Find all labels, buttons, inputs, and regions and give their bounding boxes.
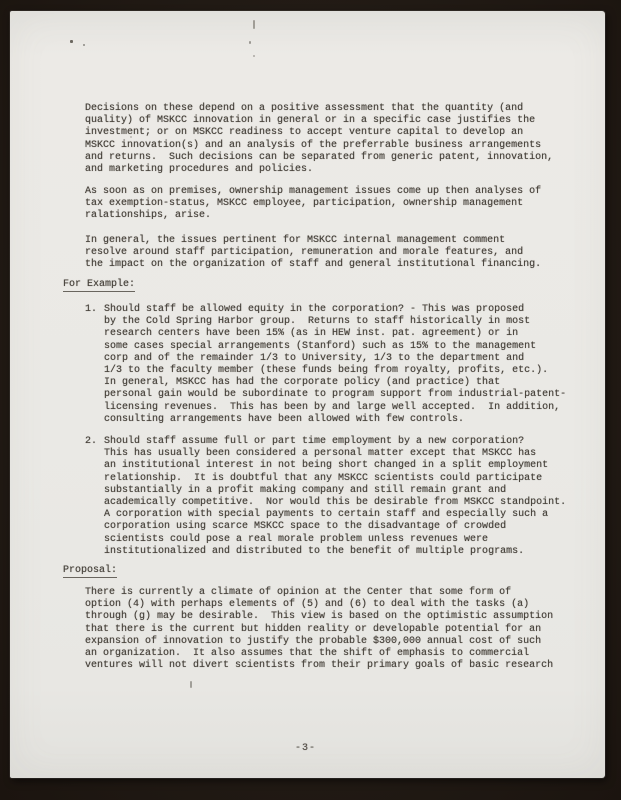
scan-speck [70, 40, 73, 43]
paragraph [85, 587, 553, 672]
text-line: corp and of the remainder 1/3 to University, 1/3 to the department and [104, 352, 525, 364]
text-line: Should staff be allowed equity in the corporation? - This was proposed [104, 304, 525, 315]
text-lines [104, 304, 566, 426]
text-line: resolve around staff participation, remuneration and morale features, and [85, 247, 524, 259]
scan-speck [249, 41, 251, 44]
numbered-item [85, 436, 566, 558]
text-line: the impact on the organization of staff and general institutional financing. [85, 259, 542, 271]
scan-speck [253, 20, 255, 29]
text-line: through (g) may be desirable. This view is based on the optimistic assumption [85, 611, 554, 623]
text-line: academically competitive. Nor would this be desirable from MSKCC standpoint. [104, 497, 567, 509]
text-line: relationship. It is doubtful that any MSKCC scientists could participate [104, 472, 543, 484]
heading-text: For Example: [63, 279, 136, 290]
scan-speck [190, 681, 192, 688]
item-number: 1. [85, 304, 98, 315]
text-line: by the Cold Spring Harbor group. Returns to staff historically in most [104, 316, 531, 328]
text-line: This has usually been considered a personal matter except that MSKCC has [104, 448, 537, 460]
document-page [10, 11, 605, 778]
text-line: ralationships, arise. [85, 210, 212, 222]
text-line: In general, the issues pertinent for MSKCC internal management comment [85, 235, 506, 246]
text-line: personal gain would be subordinate to program support from industrial-patent- [104, 389, 567, 401]
text-line: expansion of innovation to justify the probable $300,000 annual cost of such [85, 635, 542, 647]
paragraph [85, 103, 553, 176]
text-line: A corporation with special payments to certain staff and especially such a [104, 509, 549, 521]
text-line: some cases special arrangements (Stanford) such as 15% to the management [104, 340, 537, 352]
heading-text: Proposal: [63, 565, 118, 576]
text-line: and returns. Such decisions can be separated from generic patent, innovation, [85, 151, 554, 163]
text-line: option (4) with perhaps elements of (5) and (6) to deal with the tasks (a) [85, 599, 530, 611]
text-lines [85, 235, 541, 272]
text-line: an institutional interest in not being short changed in a split employment [104, 460, 549, 472]
text-line: quality) of MSKCC innovation in general or in a specific case justifies the [85, 115, 536, 127]
text-line: research centers have been 15% (as in HEW inst. pat. agreement) or in [104, 328, 519, 340]
section-heading [63, 565, 117, 577]
text-line: substantially in a profit making company and still remain grant and [104, 484, 507, 496]
text-lines [85, 587, 553, 672]
text-line: ventures will not divert scientists from their primary goals of basic research [85, 660, 554, 672]
text-line: tax exemption-status, MSKCC employee, participation, ownership management [85, 198, 524, 210]
text-line: MSKCC innovation(s) and an analysis of the preferrable business arrangements [85, 139, 542, 151]
text-line: Should staff assume full or part time employment by a new corporation? [104, 436, 525, 447]
text-lines [85, 186, 541, 223]
text-line: As soon as on premises, ownership management issues come up then analyses of [85, 186, 542, 197]
text-lines [85, 103, 553, 176]
section-heading [63, 279, 135, 291]
scan-speck [253, 55, 255, 57]
text-line: There is currently a climate of opinion at the Center that some form of [85, 587, 512, 598]
text-line: 1/3 to the faculty member (these funds being from royalty, profits, etc.). [104, 365, 549, 377]
text-line: institutionalized and distributed to the benefit of multiple programs. [104, 545, 525, 557]
text-line: scientists could pose a real morale problem unless revenues were [104, 533, 489, 545]
text-line: corporation using scarce MSKCC space to the disadvantage of crowded [104, 521, 507, 533]
text-lines [104, 436, 566, 558]
text-line: consulting arrangements have been allowed with few controls. [104, 413, 465, 425]
text-line: an organization. It also assumes that the shift of emphasis to commercial [85, 648, 530, 660]
paragraph [85, 235, 541, 272]
text-line: Decisions on these depend on a positive assessment that the quantity (and [85, 103, 524, 114]
text-line: that there is the current but hidden reality or developable potential for an [85, 623, 542, 635]
text-line: and marketing procedures and policies. [85, 164, 314, 176]
numbered-item [85, 304, 566, 426]
text-line: investment; or on MSKCC readiness to accept venture capital to develop an [85, 127, 524, 139]
scan-speck [83, 44, 85, 46]
text-line: In general, MSKCC has had the corporate policy (and practice) that [104, 377, 501, 389]
item-number: 2. [85, 436, 98, 447]
paragraph [85, 186, 541, 223]
text-line: licensing revenues. This has been by and large well accepted. In addition, [104, 401, 561, 413]
page-number: -3- [295, 743, 317, 754]
